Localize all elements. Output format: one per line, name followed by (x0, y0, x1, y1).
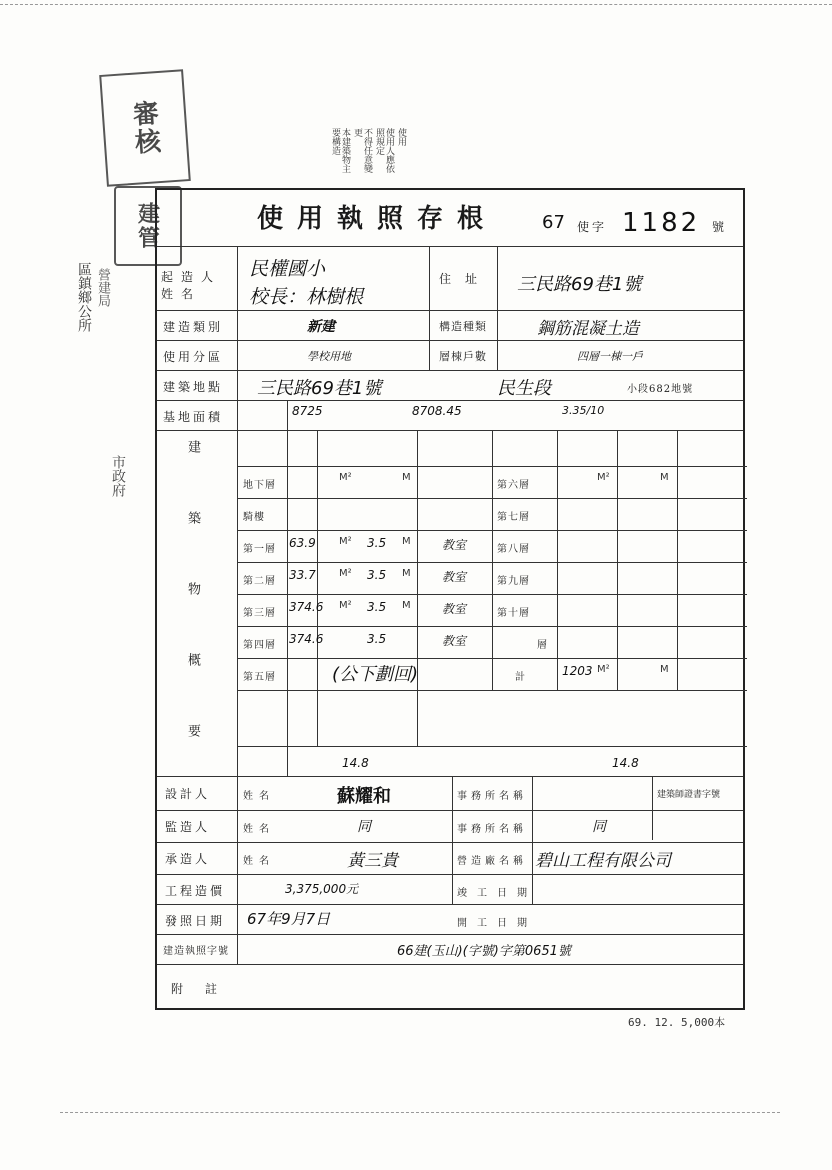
side-note-bureau: 營建局 (95, 268, 110, 307)
label-contractor: 承造人 (165, 852, 211, 866)
cost-value: 3,375,000元 (285, 882, 359, 896)
top-note-1: 本建築物主要構造 (330, 128, 350, 173)
label-site-area: 基地面積 (163, 410, 224, 424)
contractor-firm-value: 碧山工程有限公司 (535, 851, 671, 871)
label-contractor-firm: 營造廠名稱 (457, 856, 527, 867)
side-note-office: 區鎮鄉公所 (76, 262, 92, 332)
floor-label-total: 計 (515, 672, 526, 683)
floor-2-height: 3.5 (367, 568, 387, 582)
label-address: 住址 (439, 272, 492, 286)
floor-1-area: 63.9 (289, 536, 316, 550)
applicant-school: 民權國小 (249, 258, 326, 280)
floor-label-b1: 地下層 (243, 480, 276, 491)
floors-households-value: 四層一棟一戶 (577, 350, 643, 363)
top-note-4: 使用 (396, 128, 406, 146)
site-arcade-value: 8725 (292, 404, 323, 418)
label-floors-households: 層棟戶數 (439, 350, 487, 363)
label-architect-cert: 建築師證書字號 (657, 790, 721, 800)
use-category-value: 學校用地 (307, 350, 351, 363)
floor-2-use: 教室 (442, 570, 467, 584)
floor-label-5: 第五層 (243, 672, 276, 683)
bottom-code: 69. 12. 5,000本 (628, 1016, 726, 1029)
label-designer-name: 姓名 (243, 791, 275, 802)
top-notes (330, 128, 530, 178)
permit-no-value: 66建(玉山)(字號)字第0651號 (397, 944, 571, 959)
floor-3-area: 374.6 (289, 600, 324, 614)
contractor-value: 黃三貴 (347, 851, 398, 871)
label-building-outline: 建築物概要 (185, 440, 200, 795)
form-title: 使用執照存根 (257, 204, 498, 234)
supervisor-office-value: 同 (592, 819, 606, 835)
floor-4-area: 374.6 (289, 632, 324, 646)
label-supervisor-name: 姓名 (243, 824, 275, 835)
floor-label-10: 第十層 (497, 608, 530, 619)
floor-label-9: 第九層 (497, 576, 530, 587)
license-suffix: 號 (712, 220, 728, 234)
height-each: 14.8 (342, 756, 369, 770)
address-value: 三民路69巷1號 (517, 274, 642, 295)
floor-1-height: 3.5 (367, 536, 387, 550)
floor-4-use: 教室 (442, 634, 467, 648)
label-remarks: 附註 (171, 982, 240, 996)
location-land: 民生段 (497, 378, 551, 399)
label-finish-date: 竣工日期 (457, 888, 537, 899)
label-use-category: 使用分區 (163, 350, 224, 364)
top-note-3: 使用人應依照規定 (374, 128, 394, 173)
license-prefix: 使字 (577, 220, 608, 234)
label-issue-date: 發照日期 (165, 914, 226, 928)
label-applicant-name: 起造人姓名 (161, 270, 222, 301)
floor-label-other: 層 (537, 640, 548, 651)
building-type-value: 新建 (307, 319, 335, 335)
structure-type-value: 鋼筋混凝土造 (537, 319, 639, 339)
floors-total-area: 1203 (562, 664, 593, 678)
top-note-2: 不得任意變更 (352, 128, 372, 173)
license-form: 使用執照存根 67 使字 1182 號 起造人姓名 民權國小 校長：林樹根 住址 三民路69巷1號 建造類別 新建 構造種類 鋼筋混凝土造 使用分區 學校用地 層棟戶數 四層一棟一戶 建築地點 三民路69巷1號 民生段 小段682地號 基地面積 8725 8708.45 3.35/10 建築物概要 地下層 騎樓 第一層 第二層 第三層 第四層 第五層 63.9 33.7 374.6 374.6 (公下劃回) 3.5 3.5 3.5 3.5 教室 教室 教室 教室 第六層 第七層 第八層 第九層 第十層 層 計 1203 M² M M² M M² M M² M M² M M² M 14.8 14.8 設計人 姓名 蘇耀和 事務所名稱 建築師證書字號 監造人 姓名 同 事務所名稱 同 承造人 姓名 黃三貴 營造廠名稱 碧山工程有限公司 工程造價 3,375,000元 竣工日期 發照日期 67年9月7日 開工日期 建造執照字號 66建(玉山)(字號)字第0651號 附註 (155, 188, 745, 1010)
site-other-value: 8708.45 (412, 404, 462, 418)
side-note-city: 市政府 (110, 455, 126, 497)
label-site-location: 建築地點 (163, 380, 224, 394)
floor-5-note: (公下劃回) (332, 664, 419, 685)
license-number: 1182 (622, 208, 701, 238)
height-total: 14.8 (612, 756, 639, 770)
floor-label-6: 第六層 (497, 480, 530, 491)
designer-value: 蘇耀和 (337, 786, 391, 807)
license-year: 67 (542, 212, 565, 233)
coverage-value: 3.35/10 (562, 404, 605, 417)
applicant-principal: 校長：林樹根 (249, 286, 364, 308)
label-design-office: 事務所名稱 (457, 791, 527, 802)
label-designer: 設計人 (165, 787, 211, 801)
label-start-date: 開工日期 (457, 918, 537, 929)
floor-label-8: 第八層 (497, 544, 530, 555)
location-road: 三民路69巷1號 (257, 378, 382, 399)
floor-label-1: 第一層 (243, 544, 276, 555)
label-cost: 工程造價 (165, 884, 226, 898)
label-permit-no: 建造執照字號 (163, 946, 229, 957)
supervisor-value: 同 (357, 819, 371, 835)
review-stamp: 建管 (114, 186, 182, 266)
floor-4-height: 3.5 (367, 632, 387, 646)
location-lot: 小段682地號 (627, 384, 694, 395)
floor-label-arcade: 騎樓 (243, 512, 265, 523)
floor-label-4: 第四層 (243, 640, 276, 651)
floor-label-3: 第三層 (243, 608, 276, 619)
floor-label-7: 第七層 (497, 512, 530, 523)
label-supervisor: 監造人 (165, 820, 211, 834)
floor-label-2: 第二層 (243, 576, 276, 587)
label-supervisor-office: 事務所名稱 (457, 824, 527, 835)
label-structure-type: 構造種類 (439, 320, 487, 333)
floor-3-use: 教室 (442, 602, 467, 616)
label-contractor-name: 姓名 (243, 856, 275, 867)
issue-date-value: 67年9月7日 (247, 910, 331, 928)
approval-stamp: 審核 (99, 69, 191, 187)
label-building-type: 建造類別 (163, 320, 224, 334)
floor-2-area: 33.7 (289, 568, 316, 582)
floor-1-use: 教室 (442, 538, 467, 552)
floor-3-height: 3.5 (367, 600, 387, 614)
